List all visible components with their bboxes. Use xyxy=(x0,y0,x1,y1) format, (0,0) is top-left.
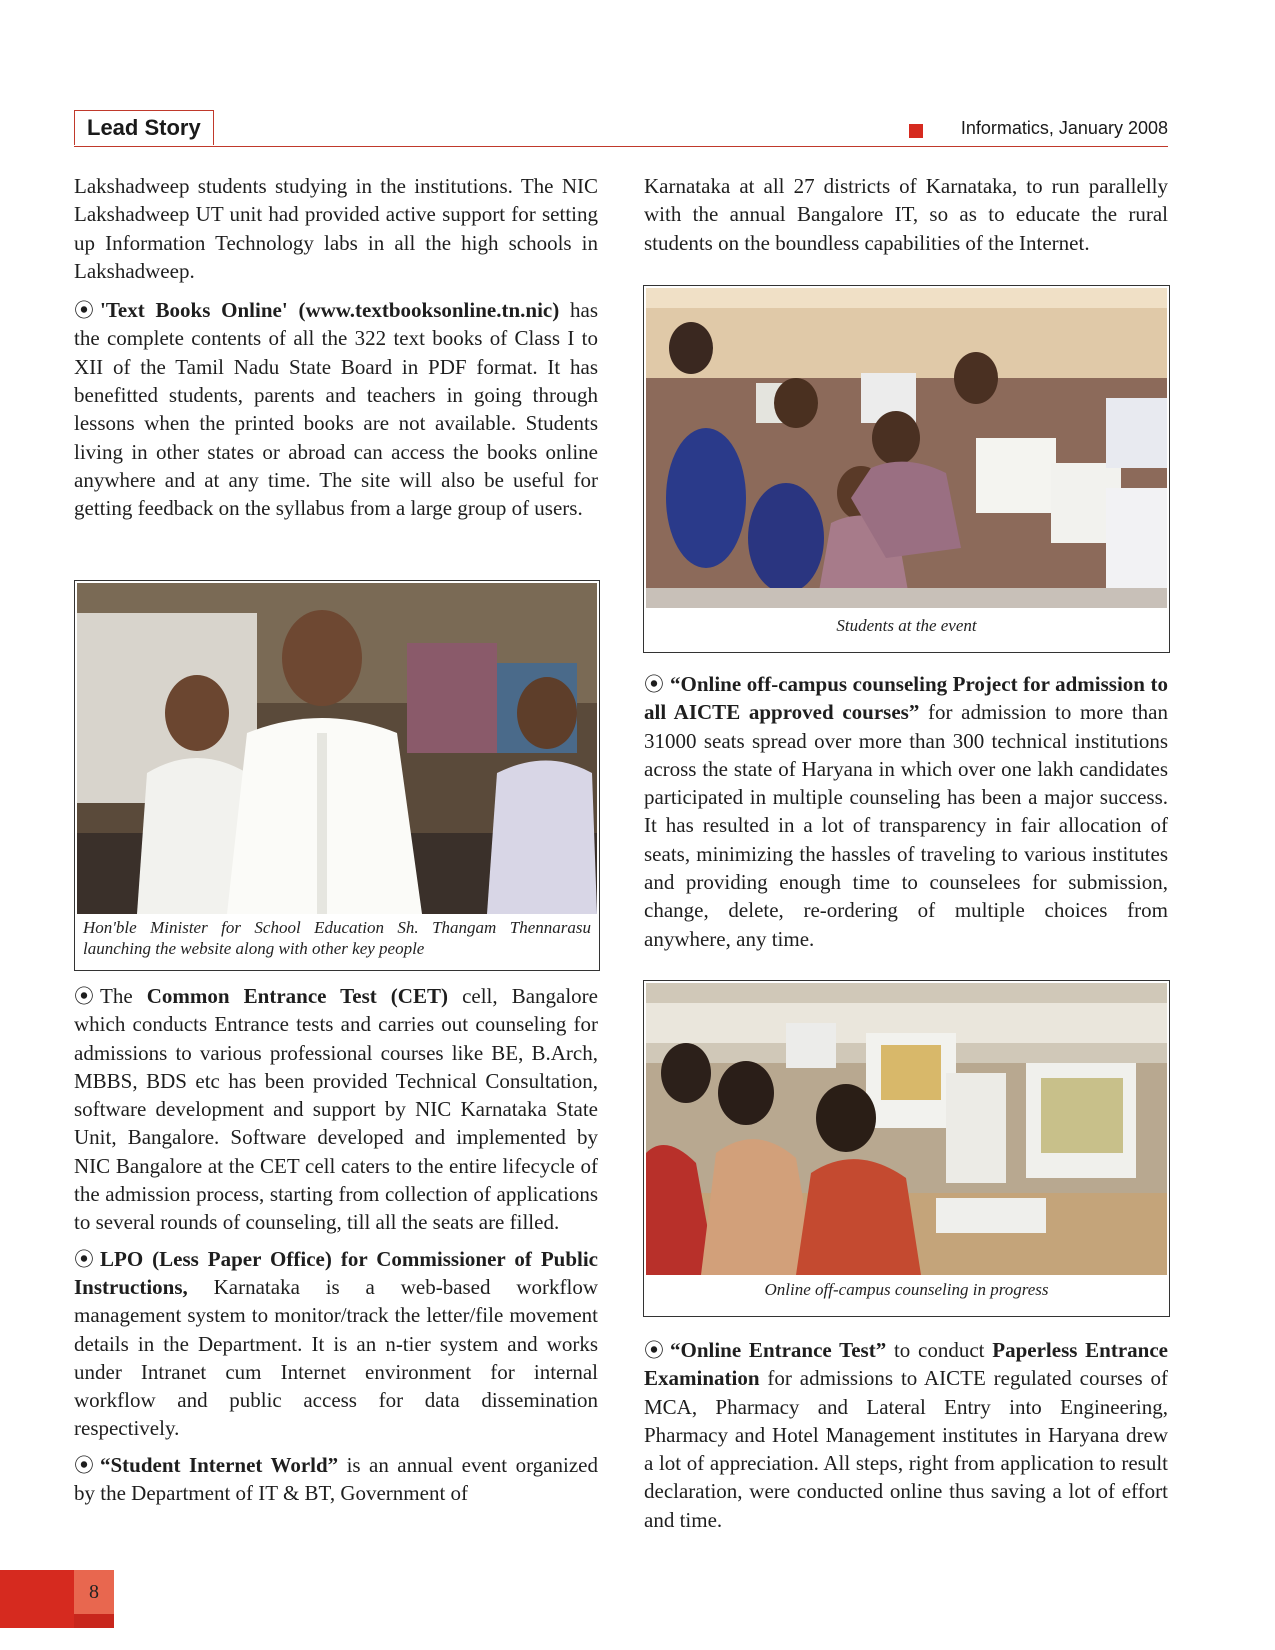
photo-students-figure xyxy=(643,285,1170,653)
caption-students: Students at the event xyxy=(836,616,977,635)
caption-minister: Hon'ble Minister for School Education Sh. Thangam Thennarasu launching the website along with other key people xyxy=(83,918,591,958)
right-column-bottom xyxy=(644,1336,1168,1545)
header-marker xyxy=(909,124,923,138)
paragraph-karnataka: Karnataka at all 27 districts of Karnataka, to run parallelly with the annual Bangalore IT, so as to educate the rural students on the boundless capabilities of the Internet. xyxy=(644,174,1168,255)
page-number: 8 xyxy=(74,1570,114,1614)
paragraph-student-internet-world xyxy=(74,1451,598,1508)
paragraph-cet: ⦿ The Common Entrance Test (CET) cell, Bangalore which conducts Entrance tests and carries out counseling for admissions to various professional courses like BE, B.Arch, MBBS, BDS etc has been provided Technical Consultation, software development and support by NIC Karnataka State Unit, Bangalore. Software developed and implemented by NIC Bangalore at the CET cell caters to the entire lifecycle of the admission process, starting from collection of applications to several rounds of counseling, till all the seats are filled. xyxy=(74,984,598,1235)
paragraph-lakshadweep: Lakshadweep students studying in the institutions. The NIC Lakshadweep UT unit had provided active support for setting up Information Technology labs in all the high schools in Lakshadweep. xyxy=(74,174,598,283)
photo-minister-figure xyxy=(74,580,600,971)
students-photo-illustration xyxy=(646,288,1167,608)
counseling-photo-illustration xyxy=(646,983,1167,1275)
right-column-middle xyxy=(644,670,1168,964)
footer-strip xyxy=(74,1614,114,1628)
oet-title: “Online Entrance Test” xyxy=(670,1338,887,1362)
paragraph-lpo xyxy=(74,1245,598,1443)
bullet-icon: ⦿ xyxy=(74,298,94,323)
section-label: Lead Story xyxy=(74,110,214,145)
left-column-bottom xyxy=(74,982,598,1515)
photo-counseling-figure xyxy=(643,980,1170,1317)
paragraph-counseling xyxy=(644,670,1168,953)
siw-body: is an annual event organized by the Department of IT & BT, Government of xyxy=(74,1452,598,1506)
photo-counseling xyxy=(646,983,1167,1275)
left-column-top xyxy=(74,172,598,534)
bullet-icon: ⦿ xyxy=(644,1338,664,1362)
paragraph-textbooks xyxy=(74,296,598,522)
lpo-body: Karnataka is a web-based workflow management system to monitor/track the letter/file movement details in the Department. It is an n-tier system and works under Intranet cum Internet environment for internal workflow and public access for data dissemination respectively. xyxy=(74,1274,598,1441)
right-column-top xyxy=(644,172,1168,268)
photo-minister xyxy=(77,583,597,914)
bullet-icon: ⦿ xyxy=(644,672,664,696)
page-header xyxy=(74,110,1168,147)
caption-counseling: Online off-campus counseling in progress xyxy=(764,1280,1049,1299)
siw-title: “Student Internet World” xyxy=(100,1452,339,1477)
bullet-icon: ⦿ xyxy=(74,984,94,1008)
paragraph-online-entrance: ⦿ “Online Entrance Test” to conduct Paperless Entrance Examination for admissions to AICTE regulated courses of MCA, Pharmacy and Lateral Entry into Engineering, Pharmacy and Hotel Management institutes in Haryana drew a lot of appreciation. All steps, right from application to result declaration, were conducted online thus saving a lot of effort and time. xyxy=(644,1338,1168,1532)
bullet-icon: ⦿ xyxy=(74,1246,94,1271)
issue-label: Informatics, January 2008 xyxy=(960,118,1168,138)
footer-block xyxy=(0,1570,74,1628)
minister-photo-illustration xyxy=(77,583,597,914)
photo-students xyxy=(646,288,1167,608)
counseling-body: for admission to more than 31000 seats spread over more than 300 technical institutions across the state of Haryana in which over one lakh candidates participated in multiple counseling has been a major success. It has resulted in a lot of transparency in fair allocation of seats, minimizing the hassles of traveling to various institutes and providing enough time to counselees for submission, change, delete, re-ordering of multiple choices from anywhere, any time. xyxy=(644,700,1168,951)
oet-body: for admissions to AICTE regulated courses of MCA, Pharmacy and Lateral Entry into Engineering, Pharmacy and Hotel Management institutes in Haryana drew a lot of appreciation. All steps, right from application to result declaration, were conducted online thus saving a lot of effort and time. xyxy=(644,1366,1168,1532)
bullet-icon: ⦿ xyxy=(74,1452,94,1477)
cet-body: cell, Bangalore which conducts Entrance tests and carries out counseling for admissions to various professional courses like BE, B.Arch, MBBS, BDS etc has been provided Technical Consultation, software development and support by NIC Karnataka State Unit, Bangalore. Software developed and implemented by NIC Bangalore at the CET cell caters to the entire lifecycle of the admission process, starting from collection of applications to several rounds of counseling, till all the seats are filled. xyxy=(74,984,598,1235)
cet-title: Common Entrance Test (CET) xyxy=(146,984,448,1008)
textbooks-body: has the complete contents of all the 322 text books of Class I to XII of the Tamil Nadu State Board in PDF format. It has benefitted students, parents and teachers in going through lessons when the printed books are not available. Students living in other states or abroad can access the books online anywhere and at any time. The site will also be useful for getting feedback on the syllabus from a large group of users. xyxy=(74,298,598,521)
counseling-title: “Online off-campus counseling Project for admission to all AICTE approved courses” xyxy=(644,672,1168,725)
oet-title-2: Paperless Entrance Examination xyxy=(644,1338,1168,1391)
lpo-title: LPO (Less Paper Office) for Commissioner of Public Instructions, xyxy=(74,1246,598,1299)
textbooks-title: 'Text Books Online' (www.textbooksonline.tn.nic) xyxy=(100,298,560,323)
